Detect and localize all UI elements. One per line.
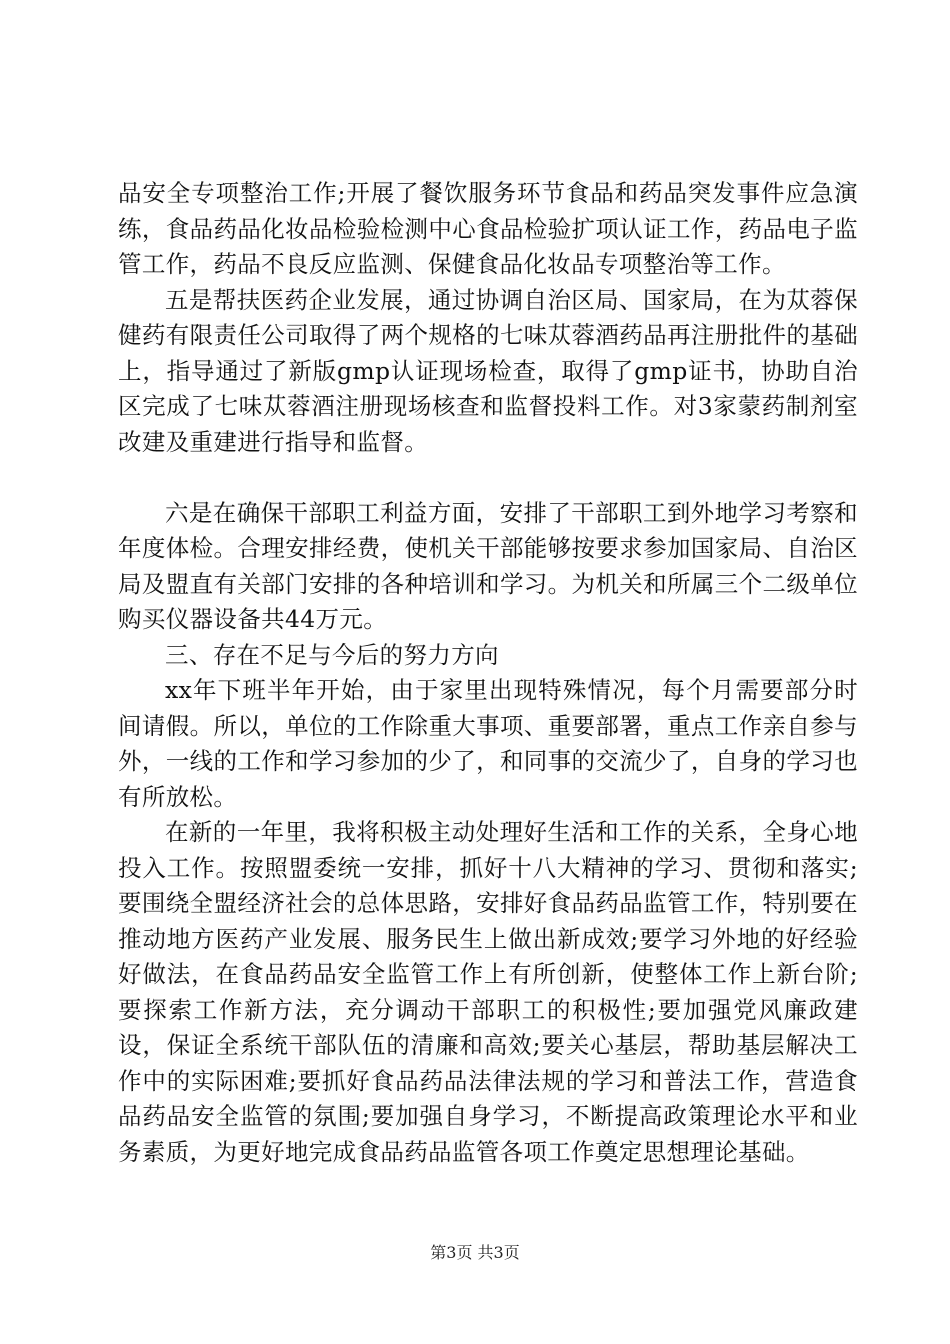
paragraph-pharma-support: 五是帮扶医药企业发展，通过协调自治区局、国家局，在为苁蓉保健药有限责任公司取得了两个规格的七味苁蓉酒药品再注册批件的基础上，指导通过了新版gmp认证现场检查，取得了gmp证书，协助自治区完成了七味苁蓉酒注册现场核查和监督投料工作。对3家蒙药制剂室改建及重建进行指导和监督。 bbox=[118, 285, 858, 456]
page-footer: 第3页 共3页 bbox=[430, 1243, 520, 1262]
paragraph-gap bbox=[118, 460, 858, 496]
paragraph-staff-benefits: 六是在确保干部职工利益方面，安排了干部职工到外地学习考察和年度体检。合理安排经费，使机关干部能够按要求参加国家局、自治区局及盟直有关部门安排的各种培训和学习。为机关和所属三个二级单位购买仪器设备共44万元。 bbox=[118, 498, 858, 633]
paragraph-food-safety-continued: 品安全专项整治工作;开展了餐饮服务环节食品和药品突发事件应急演练，食品药品化妆品检验检测中心食品检验扩项认证工作，药品电子监管工作，药品不良反应监测、保健食品化妆品专项整治等工作。 bbox=[118, 179, 858, 278]
section-heading-shortcomings: 三、存在不足与今后的努力方向 bbox=[165, 640, 499, 669]
paragraph-future-plans: 在新的一年里，我将积极主动处理好生活和工作的关系，全身心地投入工作。按照盟委统一安排，抓好十八大精神的学习、贯彻和落实;要围绕全盟经济社会的总体思路，安排好食品药品监管工作，特别要在推动地方医药产业发展、服务民生上做出新成效;要学习外地的好经验好做法，在食品药品安全监管工作上有所创新，使整体工作上新台阶;要探索工作新方法，充分调动干部职工的积极性;要加强党风廉政建设，保证全系统干部队伍的清廉和高效;要关心基层，帮助基层解决工作中的实际困难;要抓好食品药品法律法规的学习和普法工作，营造食品药品安全监管的氛围;要加强自身学习，不断提高政策理论水平和业务素质，为更好地完成食品药品监管各项工作奠定思想理论基础。 bbox=[118, 818, 858, 1166]
document-body bbox=[118, 176, 858, 1170]
paragraph-shortcomings: xx年下班半年开始，由于家里出现特殊情况，每个月需要部分时间请假。所以，单位的工作除重大事项、重要部署，重点工作亲自参与外，一线的工作和学习参加的少了，和同事的交流少了，自身的学习也有所放松。 bbox=[118, 676, 858, 811]
